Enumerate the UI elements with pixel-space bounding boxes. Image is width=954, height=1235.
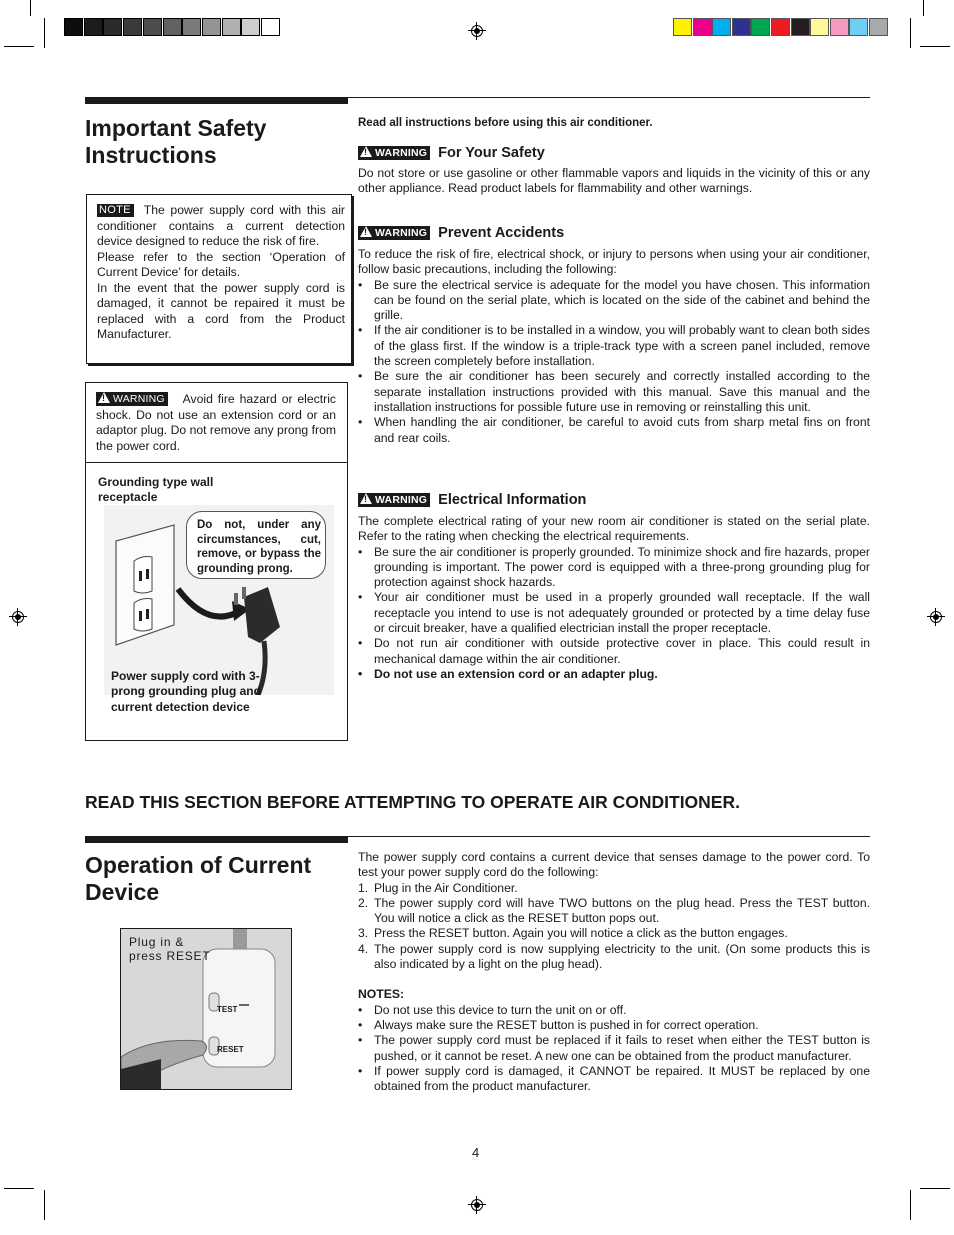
- color-swatch: [810, 18, 829, 36]
- grayscale-swatch: [222, 18, 241, 36]
- bullet-list-electrical: [358, 545, 870, 683]
- warning-text: Avoid fire hazard or electric shock. Do not use an extension cord or an adaptor plug. Do not remove any prong from the power cord.: [96, 392, 336, 453]
- page-title: Important Safety Instructions: [85, 115, 267, 168]
- reset-button-label: RESET: [217, 1045, 244, 1054]
- warning-badge: !WARNING: [358, 146, 430, 160]
- color-swatch: [830, 18, 849, 36]
- grayscale-swatch: [261, 18, 280, 36]
- registration-mark-icon: [468, 1196, 486, 1214]
- list-item: • Be sure the air conditioner is properly grounded. To minimize shock and fire hazards, proper grounding is important. The power cord is equipped with a three-prong grounding plug for protection against shock hazards.: [358, 545, 870, 591]
- registration-mark-icon: [927, 608, 945, 626]
- warning-triangle-icon: [98, 392, 110, 403]
- note-text-3: In the event that the power supply cord is damaged, it cannot be repaired it must be replaced with a cord from the Product Manufacturer.: [97, 280, 345, 341]
- note-badge: NOTE: [97, 204, 134, 217]
- section-banner: READ THIS SECTION BEFORE ATTEMPTING TO OPERATE AIR CONDITIONER.: [85, 792, 740, 812]
- figure-bubble: Do not, under any circumstances, cut, remove, or bypass the grounding prong.: [186, 511, 326, 579]
- registration-mark-icon: [9, 608, 27, 626]
- color-swatch: [771, 18, 790, 36]
- list-item: • When handling the air conditioner, be careful to avoid cuts from sharp metal fins on front and rear coils.: [358, 415, 870, 446]
- color-swatch: [673, 18, 692, 36]
- step-list: [358, 881, 870, 973]
- color-swatch: [693, 18, 712, 36]
- list-item: 4. The power supply cord is now supplying electricity to the unit. (On some products this is also indicated by a light on the plug head).: [358, 941, 870, 972]
- registration-mark-icon: [468, 22, 486, 40]
- operation-intro: The power supply cord contains a current device that senses damage to the power cord. To test your power supply cord do the following:: [358, 850, 870, 880]
- list-item: • Do not use an extension cord or an adapter plug.: [358, 667, 870, 682]
- list-item: • Do not run air conditioner with outside protective cover in place. This could result in mechanical damage within the air conditioner.: [358, 636, 870, 667]
- color-swatch: [751, 18, 770, 36]
- divider: [86, 462, 347, 463]
- color-swatch: [732, 18, 751, 36]
- color-swatch: [712, 18, 731, 36]
- page-number: 4: [472, 1145, 480, 1160]
- list-item: • If power supply cord is damaged, it CANNOT be repaired. It MUST be replaced by one obtained from the product manufacturer.: [358, 1064, 870, 1095]
- section-text-safety: Do not store or use gasoline or other flammable vapors and liquids in the vicinity of this or any other appliance. Read product labels for flammability and other warnings.: [358, 166, 870, 196]
- notes-title: NOTES:: [358, 987, 405, 1002]
- section-title-operation: Operation of Current Device: [85, 852, 312, 905]
- warning-badge: !WARNING: [358, 226, 430, 240]
- section-body-electrical: [358, 514, 870, 682]
- grayscale-swatch: [202, 18, 221, 36]
- list-item: • Your air conditioner must be used in a properly grounded wall receptacle. If the wall receptacle you intend to use is not adequately grounded or protected by a time delay fuse or circuit breaker, have a qualified electrician install the proper receptacle.: [358, 590, 870, 636]
- grayscale-swatch: [123, 18, 142, 36]
- bullet-list-accidents: [358, 278, 870, 446]
- section-heading-accidents: !WARNING Prevent Accidents: [358, 225, 564, 241]
- list-item: • Be sure the electrical service is adequate for the model you have chosen. This information can be found on the serial plate, which is located on the side of the cabinet and behind the grille.: [358, 278, 870, 324]
- list-item: • Always make sure the RESET button is pushed in for correct operation.: [358, 1018, 870, 1033]
- section-rule-thick: [85, 836, 348, 843]
- test-button-label: TEST: [217, 1005, 238, 1014]
- grayscale-swatch: [103, 18, 122, 36]
- grayscale-swatch: [163, 18, 182, 36]
- section-body-accidents: [358, 247, 870, 446]
- list-item: • Do not use this device to turn the unit on or off.: [358, 1003, 870, 1018]
- grayscale-swatch: [241, 18, 260, 36]
- notes-list: [358, 1003, 870, 1095]
- section-intro-electrical: The complete electrical rating of your new room air conditioner is stated on the serial plate. Refer to the rating when checking the electrical requirements.: [358, 514, 870, 544]
- warning-triangle-icon: [360, 226, 372, 237]
- warning-triangle-icon: [360, 146, 372, 157]
- figure-label-cord: Power supply cord with 3-prong grounding plug and current detection device: [111, 669, 261, 714]
- warning-text-block: [96, 392, 336, 454]
- section-heading-safety: !WARNING For Your Safety: [358, 145, 545, 161]
- color-swatch: [849, 18, 868, 36]
- list-item: • If the air conditioner is to be installed in a window, you will probably want to clean both sides of the glass first. If the window is a triple-track type with a screen panel included, remove the screen completely before installation.: [358, 323, 870, 369]
- list-item: 2. The power supply cord will have TWO buttons on the plug head. Press the TEST button. You will notice a click as the RESET button pops out.: [358, 895, 870, 926]
- list-item: • Be sure the air conditioner has been securely and correctly installed according to the separate installation instructions provided with this manual. Save this manual and the installation instructions for possible future use in removing or reinstalling this unit.: [358, 369, 870, 415]
- section-intro-accidents: To reduce the risk of fire, electrical shock, or injury to persons when using your air conditioner, follow basic precautions, including the following:: [358, 247, 870, 277]
- operation-body: [358, 850, 870, 1094]
- grayscale-swatch: [64, 18, 83, 36]
- list-item: • The power supply cord must be replaced if it fails to reset when either the TEST button is pushed, or it cannot be reset. A new one can be obtained from the product manufacturer.: [358, 1033, 870, 1064]
- reset-figure: [120, 928, 292, 1090]
- warning-badge: !WARNING: [358, 493, 430, 507]
- note-box: [86, 194, 352, 364]
- figure-label-receptacle: Grounding type wall receptacle: [98, 475, 214, 504]
- note-text: The power supply cord with this air conditioner contains a current detection device designed to reduce the risk of fire.: [97, 203, 345, 248]
- list-item: 3. Press the RESET button. Again you will notice a click as the button engages.: [358, 926, 788, 941]
- section-rule-thin: [348, 836, 870, 837]
- section-heading-electrical: !WARNING Electrical Information: [358, 492, 586, 508]
- grayscale-swatch: [143, 18, 162, 36]
- figure-label-reset: Plug in & press RESET: [129, 935, 211, 963]
- note-text-2: Please refer to the section ‘Operation of Current Device’ for details.: [97, 249, 345, 279]
- warning-badge: !WARNING: [96, 392, 168, 406]
- color-swatch: [791, 18, 810, 36]
- warning-triangle-icon: [360, 493, 372, 504]
- section-rule-thin: [348, 97, 870, 98]
- warning-figure-box: [85, 382, 348, 741]
- color-swatch: [869, 18, 888, 36]
- list-item: 1. Plug in the Air Conditioner.: [358, 880, 518, 895]
- grayscale-swatch: [84, 18, 103, 36]
- intro-text: Read all instructions before using this air conditioner.: [358, 117, 653, 129]
- section-rule-thick: [85, 97, 348, 104]
- grayscale-swatch: [182, 18, 201, 36]
